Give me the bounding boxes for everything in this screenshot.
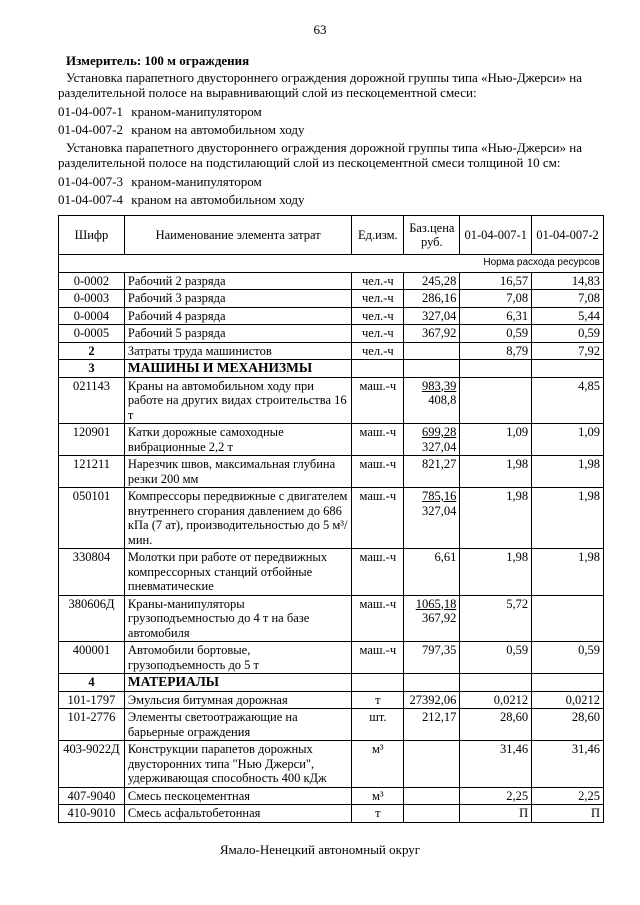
cell-value-1: 16,57 bbox=[460, 272, 532, 290]
header-col1: 01-04-007-1 bbox=[460, 216, 532, 255]
header-col2: 01-04-007-2 bbox=[532, 216, 604, 255]
cell-value-1: 1,98 bbox=[460, 549, 532, 596]
section-title: МАШИНЫ И МЕХАНИЗМЫ bbox=[124, 360, 351, 378]
cell-price bbox=[404, 595, 460, 642]
cell-price bbox=[404, 377, 460, 424]
code-text: краном-манипулятором bbox=[131, 104, 262, 119]
price-value: 327,04 bbox=[421, 308, 457, 323]
table-row bbox=[59, 741, 604, 788]
cell-value-2: 31,46 bbox=[532, 741, 604, 788]
description-2: Установка парапетного двустороннего ограждения дорожной группы типа «Нью-Джерси» на разделительной полосе на подстилающий слой из пескоцементной смеси толщиной 10 см: bbox=[58, 140, 582, 170]
code: 01-04-007-2 bbox=[58, 122, 123, 137]
cell-value-1: П bbox=[460, 805, 532, 823]
cell-code: 120901 bbox=[59, 424, 125, 456]
cell-unit: чел.-ч bbox=[352, 272, 404, 290]
cell-code: 0-0005 bbox=[59, 325, 125, 343]
cell-value-1: 5,72 bbox=[460, 595, 532, 642]
norm-label: Норма расхода ресурсов bbox=[460, 255, 604, 273]
price-value: 983,39 bbox=[421, 378, 457, 393]
cell-value-2: П bbox=[532, 805, 604, 823]
cell-value-1: 31,46 bbox=[460, 741, 532, 788]
cell-name: Рабочий 5 разряда bbox=[124, 325, 351, 343]
cell-unit: маш.-ч bbox=[352, 642, 404, 674]
cell-code: 0-0004 bbox=[59, 307, 125, 325]
empty-cell bbox=[352, 674, 404, 692]
cell-price bbox=[404, 691, 460, 709]
table-row bbox=[59, 488, 604, 549]
norm-row bbox=[59, 255, 604, 273]
cell-code: 407-9040 bbox=[59, 787, 125, 805]
price-value-2: 327,04 bbox=[421, 503, 457, 518]
cell-value-2: 2,25 bbox=[532, 787, 604, 805]
table-header-row bbox=[59, 216, 604, 255]
cell-code: 403-9022Д bbox=[59, 741, 125, 788]
empty-cell bbox=[352, 360, 404, 378]
cell-price bbox=[404, 805, 460, 823]
cell-unit: маш.-ч bbox=[352, 456, 404, 488]
cell-code: 021143 bbox=[59, 377, 125, 424]
cell-name: Смесь асфальтобетонная bbox=[124, 805, 351, 823]
cell-name: Автомобили бортовые, грузоподъемность до 5 т bbox=[124, 642, 351, 674]
price-value: 699,28 bbox=[421, 425, 457, 439]
cell-unit: т bbox=[352, 805, 404, 823]
cell-value-1: 2,25 bbox=[460, 787, 532, 805]
cell-name: Смесь пескоцементная bbox=[124, 787, 351, 805]
cell-unit: м³ bbox=[352, 741, 404, 788]
cell-name: Рабочий 2 разряда bbox=[124, 272, 351, 290]
price-value: 785,16 bbox=[421, 489, 457, 503]
cell-value-1: 6,31 bbox=[460, 307, 532, 325]
cell-name: Рабочий 3 разряда bbox=[124, 290, 351, 308]
table-row bbox=[59, 805, 604, 823]
page-number: 63 bbox=[313, 22, 327, 37]
cell-name: Катки дорожные самоходные вибрационные 2,2 т bbox=[124, 424, 351, 456]
cell-value-2: 5,44 bbox=[532, 307, 604, 325]
code-line bbox=[58, 174, 262, 190]
price-value: 1065,18 bbox=[415, 596, 457, 611]
cell-value-1: 7,08 bbox=[460, 290, 532, 308]
cell-value-1: 28,60 bbox=[460, 709, 532, 741]
section-title: МАТЕРИАЛЫ bbox=[124, 674, 351, 692]
cell-value-1: 0,0212 bbox=[460, 691, 532, 709]
price-value: 367,92 bbox=[421, 326, 457, 340]
price-value-2: 327,04 bbox=[421, 439, 457, 454]
price-value-2: 408,8 bbox=[428, 393, 457, 407]
code: 01-04-007-3 bbox=[58, 174, 123, 189]
cell-name: Молотки при работе от передвижных компрессорных станций отбойные пневматические bbox=[124, 549, 351, 596]
cell-code: 101-2776 bbox=[59, 709, 125, 741]
table-row bbox=[59, 424, 604, 456]
description-1: Установка парапетного двустороннего ограждения дорожной группы типа «Нью-Джерси» на разделительной полосе на выравнивающий слой из пескоцементной смеси: bbox=[58, 70, 582, 100]
header-code: Шифр bbox=[59, 216, 125, 255]
cell-unit: чел.-ч bbox=[352, 325, 404, 343]
cell-unit: т bbox=[352, 691, 404, 709]
cell-name: Конструкции парапетов дорожных двусторонних типа "Нью Джерси", удерживающая способность 400 кДж bbox=[124, 741, 351, 788]
cell-value-2: 28,60 bbox=[532, 709, 604, 741]
cell-code: 101-1797 bbox=[59, 691, 125, 709]
cell-value-2: 4,85 bbox=[532, 377, 604, 424]
cell-unit: чел.-ч bbox=[352, 342, 404, 360]
cell-code: 121211 bbox=[59, 456, 125, 488]
code-line bbox=[58, 122, 305, 138]
cell-value-1: 8,79 bbox=[460, 342, 532, 360]
cell-code: 400001 bbox=[59, 642, 125, 674]
cell-price bbox=[404, 272, 460, 290]
table-row bbox=[59, 272, 604, 290]
cell-name: Рабочий 4 разряда bbox=[124, 307, 351, 325]
cell-code: 380606Д bbox=[59, 595, 125, 642]
cell-code: 2 bbox=[59, 342, 125, 360]
section-code: 4 bbox=[59, 674, 125, 692]
cell-code: 050101 bbox=[59, 488, 125, 549]
cell-value-1: 0,59 bbox=[460, 642, 532, 674]
cell-price bbox=[404, 709, 460, 741]
code: 01-04-007-4 bbox=[58, 192, 123, 207]
cell-name: Краны на автомобильном ходу при работе на других видах строительства 16 т bbox=[124, 377, 351, 424]
price-value: 212,17 bbox=[421, 710, 457, 724]
table-row bbox=[59, 307, 604, 325]
price-value: 797,35 bbox=[421, 643, 457, 657]
header-name: Наименование элемента затрат bbox=[124, 216, 351, 255]
cell-code: 330804 bbox=[59, 549, 125, 596]
cell-price bbox=[404, 642, 460, 674]
cell-value-2: 0,59 bbox=[532, 642, 604, 674]
meter-heading: Измеритель: 100 м ограждения bbox=[66, 53, 250, 68]
cell-code: 410-9010 bbox=[59, 805, 125, 823]
table-body bbox=[59, 272, 604, 822]
price-value-2: 367,92 bbox=[421, 611, 457, 625]
cell-value-2: 1,98 bbox=[532, 488, 604, 549]
header-price: Баз.цена руб. bbox=[404, 216, 460, 255]
cell-price bbox=[404, 290, 460, 308]
price-value: 245,28 bbox=[421, 273, 457, 288]
header-unit: Ед.изм. bbox=[352, 216, 404, 255]
code-text: краном на автомобильном ходу bbox=[131, 192, 305, 207]
cell-unit: маш.-ч bbox=[352, 424, 404, 456]
cell-price bbox=[404, 456, 460, 488]
cell-unit: маш.-ч bbox=[352, 595, 404, 642]
code: 01-04-007-1 bbox=[58, 104, 123, 119]
cell-value-2: 0,0212 bbox=[532, 691, 604, 709]
table-row bbox=[59, 595, 604, 642]
cell-name: Затраты труда машинистов bbox=[124, 342, 351, 360]
cell-value-2: 7,08 bbox=[532, 290, 604, 308]
footer: Ямало-Ненецкий автономный округ bbox=[219, 842, 421, 857]
table-row bbox=[59, 549, 604, 596]
cell-value-2: 0,59 bbox=[532, 325, 604, 343]
cell-value-2: 14,83 bbox=[532, 272, 604, 290]
table-row bbox=[59, 674, 604, 692]
cell-unit: маш.-ч bbox=[352, 488, 404, 549]
cell-unit: шт. bbox=[352, 709, 404, 741]
empty-cell bbox=[404, 674, 460, 692]
empty-cell bbox=[460, 360, 532, 378]
table-row bbox=[59, 642, 604, 674]
cell-name: Краны-манипуляторы грузоподъемностью до 4 т на базе автомобиля bbox=[124, 595, 351, 642]
empty-cell bbox=[532, 360, 604, 378]
empty-cell bbox=[460, 674, 532, 692]
table-row bbox=[59, 691, 604, 709]
code-line bbox=[58, 192, 305, 208]
resource-table bbox=[58, 215, 604, 823]
cell-name: Нарезчик швов, максимальная глубина резки 200 мм bbox=[124, 456, 351, 488]
section-code: 3 bbox=[59, 360, 125, 378]
table-row bbox=[59, 709, 604, 741]
cell-value-1: 1,98 bbox=[460, 488, 532, 549]
cell-unit: маш.-ч bbox=[352, 377, 404, 424]
cell-value-1: 0,59 bbox=[460, 325, 532, 343]
cell-value-1: 1,98 bbox=[460, 456, 532, 488]
code-text: краном-манипулятором bbox=[131, 174, 262, 189]
cell-value-2: 1,98 bbox=[532, 456, 604, 488]
cell-price bbox=[404, 325, 460, 343]
cell-value-1: 1,09 bbox=[460, 424, 532, 456]
cell-name: Компрессоры передвижные с двигателем внутреннего сгорания давлением до 686 кПа (7 ат), производительностью до 5 м³/мин. bbox=[124, 488, 351, 549]
cell-code: 0-0003 bbox=[59, 290, 125, 308]
table-row bbox=[59, 325, 604, 343]
price-value: 27392,06 bbox=[409, 692, 457, 707]
cell-value-2: 7,92 bbox=[532, 342, 604, 360]
cell-code: 0-0002 bbox=[59, 272, 125, 290]
cell-price bbox=[404, 787, 460, 805]
price-value: 821,27 bbox=[421, 457, 457, 471]
cell-price bbox=[404, 488, 460, 549]
code-line bbox=[58, 104, 262, 120]
table-row bbox=[59, 456, 604, 488]
table-row bbox=[59, 377, 604, 424]
cell-value-2: 1,09 bbox=[532, 424, 604, 456]
cell-price bbox=[404, 424, 460, 456]
empty-cell bbox=[404, 360, 460, 378]
cell-name: Эмульсия битумная дорожная bbox=[124, 691, 351, 709]
cell-name: Элементы светоотражающие на барьерные ограждения bbox=[124, 709, 351, 741]
table-row bbox=[59, 360, 604, 378]
cell-price bbox=[404, 549, 460, 596]
cell-value-2 bbox=[532, 595, 604, 642]
cell-unit: м³ bbox=[352, 787, 404, 805]
price-value: 6,61 bbox=[434, 550, 457, 564]
cell-unit: маш.-ч bbox=[352, 549, 404, 596]
table-row bbox=[59, 290, 604, 308]
cell-price bbox=[404, 342, 460, 360]
cell-unit: чел.-ч bbox=[352, 307, 404, 325]
cell-value-1 bbox=[460, 377, 532, 424]
price-value: 286,16 bbox=[421, 291, 457, 305]
cell-price bbox=[404, 741, 460, 788]
cell-value-2: 1,98 bbox=[532, 549, 604, 596]
cell-price bbox=[404, 307, 460, 325]
cell-unit: чел.-ч bbox=[352, 290, 404, 308]
code-text: краном на автомобильном ходу bbox=[131, 122, 305, 137]
table-row bbox=[59, 342, 604, 360]
empty-cell bbox=[532, 674, 604, 692]
table-row bbox=[59, 787, 604, 805]
